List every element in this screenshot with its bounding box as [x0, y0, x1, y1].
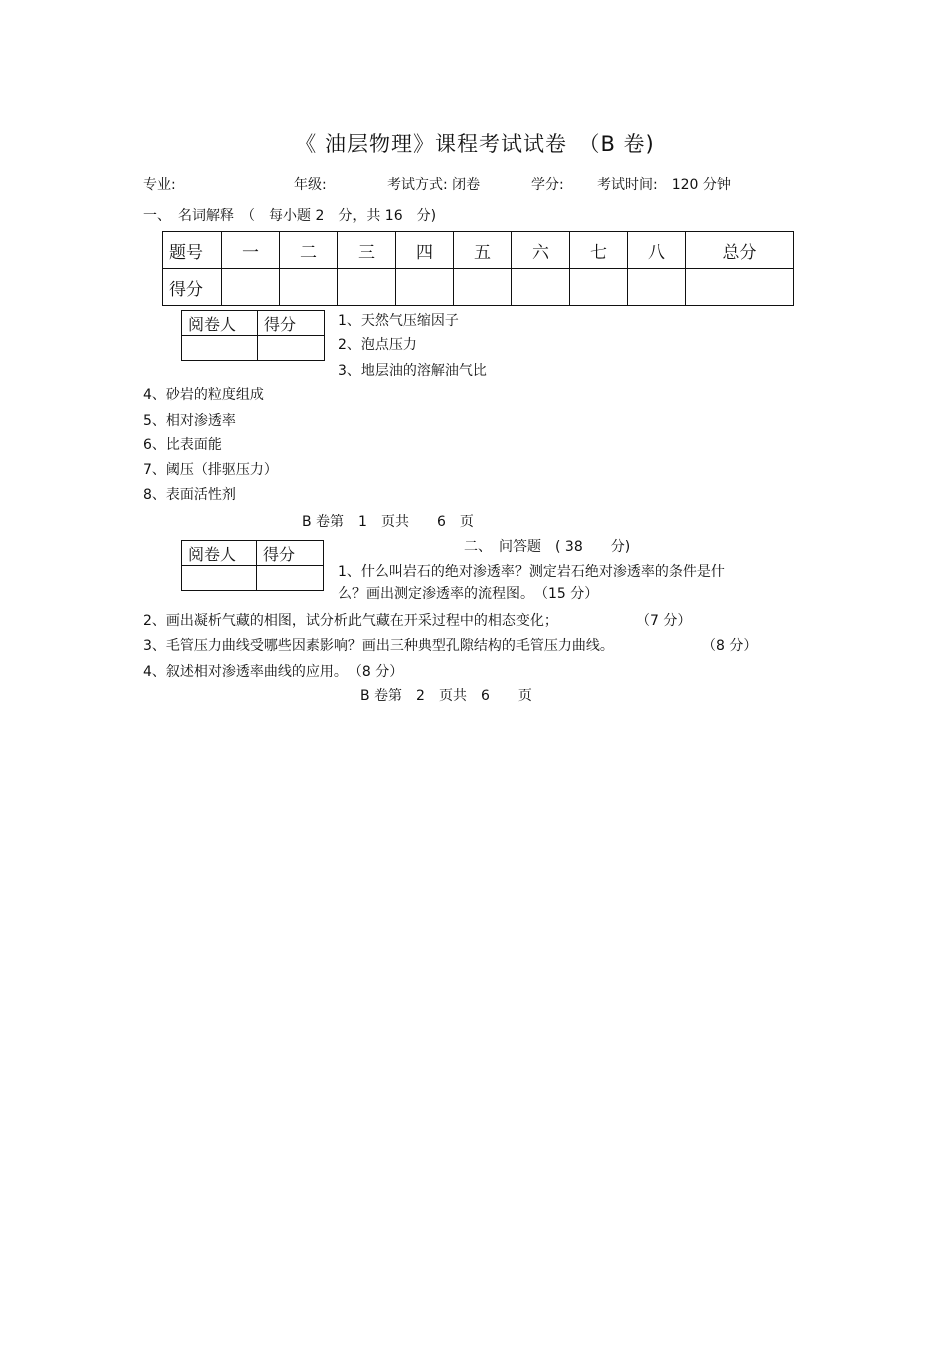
list-item: 4、砂岩的粒度组成 — [143, 387, 264, 403]
exam-method-label: 考试方式: 闭卷 — [387, 177, 481, 193]
grader-score-input[interactable] — [257, 566, 324, 591]
list-item: 1、天然气压缩因子 — [338, 313, 459, 329]
score-input-cell[interactable] — [512, 269, 570, 306]
score-input-cell[interactable] — [686, 269, 794, 306]
score-table-score-row — [163, 269, 794, 306]
score-table-cell: 七 — [570, 232, 628, 269]
major-label: 专业: — [143, 177, 176, 193]
list-item: 2、泡点压力 — [338, 337, 417, 353]
score-table-cell: 八 — [628, 232, 686, 269]
section2-heading: 二、 问答题 ( 38 分) — [464, 539, 631, 555]
score-row-label: 得分 — [163, 269, 222, 306]
score-input-cell[interactable] — [570, 269, 628, 306]
grade-label: 年级: — [294, 177, 327, 193]
grader-reviewer-label: 阅卷人 — [182, 541, 257, 566]
score-table — [162, 231, 794, 306]
score-table-cell: 六 — [512, 232, 570, 269]
grader-score-input[interactable] — [258, 336, 325, 361]
score-input-cell[interactable] — [222, 269, 280, 306]
list-item: 5、相对渗透率 — [143, 413, 236, 429]
list-item: 6、比表面能 — [143, 437, 222, 453]
question-4: 4、叙述相对渗透率曲线的应用。 （8 分） — [143, 664, 404, 680]
score-input-cell[interactable] — [454, 269, 512, 306]
list-item: 8、表面活性剂 — [143, 487, 236, 503]
section1-heading: 一、 名词解释 （ 每小题 2 分，共 16 分) — [143, 208, 437, 224]
grader-score-label: 得分 — [258, 311, 325, 336]
question-2-points: （7 分） — [636, 613, 692, 629]
score-input-cell[interactable] — [628, 269, 686, 306]
exam-title: 《 油层物理》课程考试试卷 （B 卷) — [295, 132, 655, 156]
grader-reviewer-input[interactable] — [182, 336, 258, 361]
grader-score-label: 得分 — [257, 541, 324, 566]
list-item: 3、地层油的溶解油气比 — [338, 363, 487, 379]
exam-time-label: 考试时间: 120 分钟 — [597, 177, 731, 193]
question-1-line-2: 么？画出测定渗透率的流程图。 （15 分） — [338, 586, 599, 602]
score-table-cell: 三 — [338, 232, 396, 269]
page-footer-2: B 卷第 2 页共 6 页 — [360, 688, 532, 704]
grader-box-1 — [181, 310, 325, 361]
page-footer-1: B 卷第 1 页共 6 页 — [302, 514, 474, 530]
grader-reviewer-label: 阅卷人 — [182, 311, 258, 336]
question-2: 2、画出凝析气藏的相图，试分析此气藏在开采过程中的相态变化； — [143, 613, 558, 629]
score-table-cell: 五 — [454, 232, 512, 269]
question-3: 3、毛管压力曲线受哪些因素影响？画出三种典型孔隙结构的毛管压力曲线。 — [143, 638, 614, 654]
question-1-line-1: 1、什么叫岩石的绝对渗透率？测定岩石绝对渗透率的条件是什 — [338, 564, 725, 580]
score-input-cell[interactable] — [280, 269, 338, 306]
score-input-cell[interactable] — [396, 269, 454, 306]
credits-label: 学分: — [531, 177, 564, 193]
score-table-cell: 二 — [280, 232, 338, 269]
score-table-cell: 总分 — [686, 232, 794, 269]
grader-reviewer-input[interactable] — [182, 566, 257, 591]
score-table-cell: 四 — [396, 232, 454, 269]
grader-box-2 — [181, 540, 324, 591]
question-3-points: （8 分） — [702, 638, 758, 654]
score-input-cell[interactable] — [338, 269, 396, 306]
score-table-cell: 题号 — [163, 232, 222, 269]
score-table-header-row — [163, 232, 794, 269]
score-table-cell: 一 — [222, 232, 280, 269]
list-item: 7、阈压（排驱压力） — [143, 462, 278, 478]
